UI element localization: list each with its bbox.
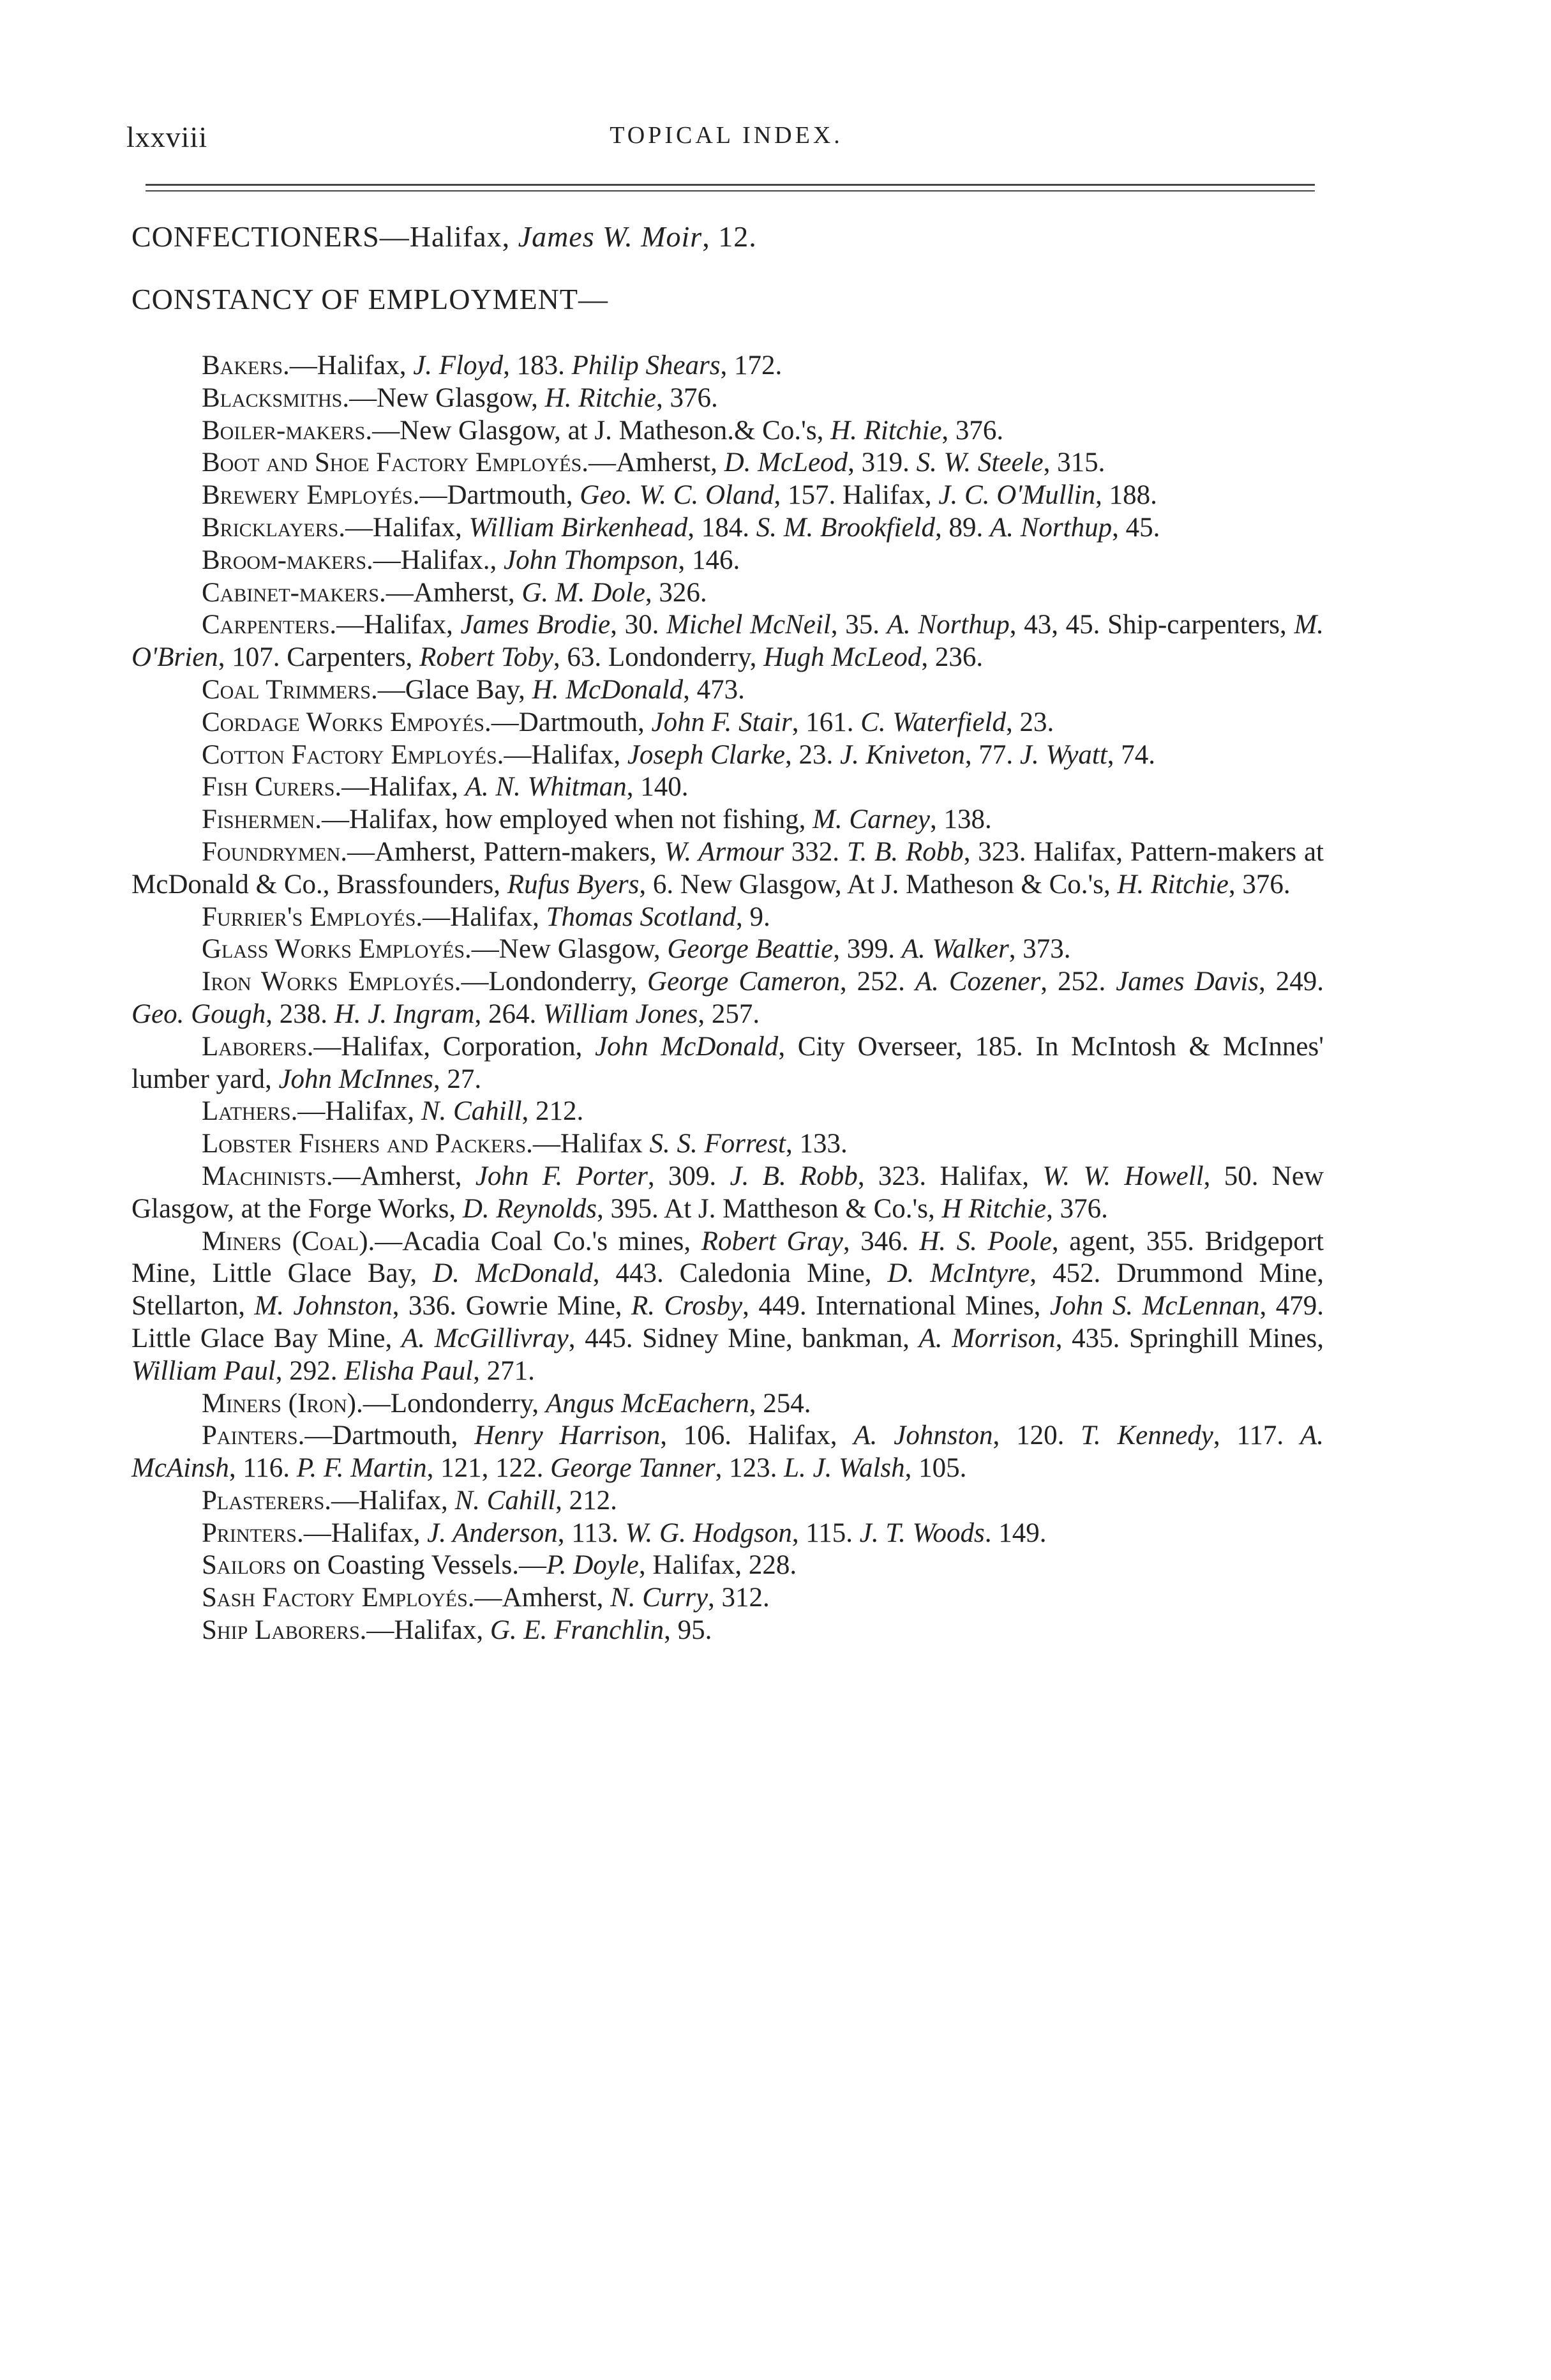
- entry-text: .—Amherst,: [326, 1161, 476, 1191]
- entry-text: .—Halifax,: [324, 1485, 455, 1516]
- entry-reference: , 452. Drummond Mine, Stellarton,: [131, 1258, 1324, 1322]
- witness-name: M. O'Brien: [131, 610, 1324, 673]
- witness-name: George Cameron: [647, 967, 840, 997]
- index-entry: [131, 1128, 1324, 1161]
- entry-reference: . 149.: [984, 1518, 1047, 1548]
- entry-label: Cotton Factory Employés: [202, 739, 497, 770]
- entry-text: .—Halifax,: [290, 1096, 421, 1127]
- entry-reference: , 27.: [433, 1064, 482, 1094]
- entry-label: Sash Factory Employés: [202, 1583, 468, 1613]
- entry-text: .—Dartmouth,: [412, 480, 580, 511]
- witness-name: S. W. Steele: [916, 448, 1044, 478]
- entry-label: Cabinet-makers: [202, 577, 380, 608]
- index-entry: [131, 1161, 1324, 1226]
- witness-name: J. C. O'Mullin: [938, 480, 1096, 511]
- entry-text: .—Amherst,: [581, 448, 724, 478]
- entry-reference: , 138.: [930, 804, 992, 835]
- page-number: lxxviii: [126, 121, 208, 153]
- entry-label: Plasterers: [202, 1485, 325, 1516]
- entry-text: .—Dartmouth,: [297, 1420, 475, 1451]
- witness-name: H. Ritchie: [544, 382, 656, 413]
- entry-reference: , 157. Halifax,: [774, 480, 939, 511]
- entry-reference: , City Overseer, 185. In McIntosh & McInnes' lumber yard,: [131, 1031, 1324, 1094]
- entry-reference: , 309.: [647, 1161, 730, 1191]
- entry-label: Brewery Employés: [202, 480, 413, 511]
- index-entry: [131, 609, 1324, 674]
- entry-text: .—Halifax,: [329, 610, 461, 640]
- entry-reference: , 473.: [683, 674, 745, 705]
- index-entries: [131, 350, 1324, 1647]
- witness-name: H. Ritchie: [830, 415, 942, 446]
- entry-reference: , 292.: [275, 1355, 345, 1386]
- witness-name: John McDonald: [595, 1031, 779, 1062]
- entry-reference: , 376.: [941, 415, 1004, 446]
- witness-name: H. S. Poole: [919, 1226, 1052, 1256]
- entry-reference: , 312.: [708, 1583, 770, 1613]
- index-entry: [131, 836, 1324, 901]
- witness-name: Michel McNeil: [666, 610, 831, 640]
- witness-name: Hugh McLeod: [763, 642, 922, 673]
- index-entry: [131, 512, 1324, 545]
- index-entry: [131, 966, 1324, 1031]
- entry-reference: , 346.: [843, 1226, 920, 1256]
- witness-name: William Jones: [543, 998, 698, 1029]
- entry-text: on Coasting Vessels.—: [286, 1550, 546, 1581]
- index-entry: [131, 901, 1324, 934]
- entry-reference: , 323. Halifax,: [857, 1161, 1043, 1191]
- witness-name: J. Wyatt: [1019, 739, 1107, 770]
- entry-reference: , 212.: [555, 1485, 617, 1516]
- entry-reference: , 376.: [1046, 1193, 1108, 1224]
- entry-reference: , 323. Halifax, Pattern-makers at McDonald & Co., Brassfounders,: [131, 836, 1324, 900]
- entry-text: .—Londonderry,: [454, 967, 647, 997]
- index-entry: [131, 1549, 1324, 1582]
- witness-name: N. Curry: [610, 1583, 708, 1613]
- witness-name: Rufus Byers: [507, 869, 640, 900]
- entry-label: Fish Curers: [202, 772, 335, 802]
- entry-reference: , 319.: [848, 448, 917, 478]
- witness-name: A. Morrison: [918, 1323, 1056, 1353]
- index-entry: [131, 1226, 1324, 1388]
- witness-name: W. Armour: [664, 836, 784, 867]
- entry-reference: 332.: [783, 836, 847, 867]
- entry-reference: , 252.: [1040, 967, 1116, 997]
- witness-name: W. G. Hodgson: [625, 1518, 792, 1548]
- entry-reference: , 123.: [715, 1453, 784, 1484]
- entry-reference: , 106. Halifax,: [660, 1420, 854, 1451]
- witness-name: A. Walker: [901, 934, 1009, 965]
- witness-name: T. B. Robb: [846, 836, 964, 867]
- entry-reference: , 183.: [503, 350, 572, 380]
- entry-reference: , 77.: [964, 739, 1020, 770]
- index-entry: [131, 739, 1324, 772]
- entry-text: .—Halifax, how employed when not fishing,: [315, 804, 813, 835]
- index-entry: [131, 577, 1324, 610]
- entry-reference: , 89.: [934, 512, 990, 543]
- running-title: TOPICAL INDEX.: [610, 122, 843, 149]
- entry-reference: , 443. Caledonia Mine,: [592, 1258, 888, 1289]
- index-entry: [131, 1388, 1324, 1420]
- entry-reference: , 116.: [229, 1453, 297, 1484]
- heading-names: James W. Moir: [518, 220, 703, 253]
- entry-label: Carpenters: [202, 610, 330, 640]
- entry-label: Blacksmiths: [202, 382, 343, 413]
- entry-reference: , 9.: [736, 901, 770, 932]
- entry-text: .—Halifax, Corporation,: [306, 1031, 596, 1062]
- entry-text: .—Amherst,: [379, 577, 522, 608]
- heading-page: , 12.: [702, 220, 757, 253]
- entry-text: .—Amherst, Pattern-makers,: [340, 836, 664, 867]
- entry-reference: , 35.: [830, 610, 887, 640]
- entry-label: Printers: [202, 1518, 297, 1548]
- entry-reference: , 117.: [1213, 1420, 1300, 1451]
- entry-label: Lobster Fishers and Packers: [202, 1129, 527, 1159]
- index-entry: [131, 479, 1324, 512]
- entry-label: Machinists: [202, 1161, 326, 1191]
- witness-name: M. Carney: [813, 804, 931, 835]
- entry-label: Coal Trimmers: [202, 674, 371, 705]
- index-entry: [131, 350, 1324, 382]
- entry-reference: , 449. International Mines,: [742, 1291, 1050, 1322]
- entry-reference: , 107. Carpenters,: [218, 642, 420, 673]
- entry-reference: , 376.: [656, 382, 718, 413]
- entry-reference: , 395. At J. Mattheson & Co.'s,: [597, 1193, 942, 1224]
- entry-label: Bricklayers: [202, 512, 339, 543]
- entry-text: .—Halifax,: [296, 1518, 428, 1548]
- witness-name: John Thompson: [503, 545, 678, 575]
- entry-label: Broom-makers: [202, 545, 367, 575]
- entry-text: .—Acadia Coal Co.'s mines,: [368, 1226, 701, 1256]
- witness-name: M. Johnston: [254, 1291, 393, 1322]
- entry-reference: , 257.: [698, 998, 760, 1029]
- witness-name: A. McAinsh: [131, 1420, 1324, 1484]
- index-entry: [131, 545, 1324, 577]
- entry-reference: , 236.: [921, 642, 984, 673]
- entry-label: Fishermen: [202, 804, 315, 835]
- witness-name: S. S. Forrest: [649, 1129, 786, 1159]
- witness-name: James Brodie: [460, 610, 611, 640]
- witness-name: Henry Harrison: [474, 1420, 661, 1451]
- index-entry: [131, 382, 1324, 415]
- index-entry: [131, 674, 1324, 707]
- witness-name: James Davis: [1116, 967, 1259, 997]
- entry-reference: , 315.: [1043, 448, 1105, 478]
- witness-name: George Tanner: [550, 1453, 716, 1484]
- witness-name: Angus McEachern: [545, 1388, 749, 1419]
- witness-name: Joseph Clarke: [627, 739, 786, 770]
- witness-name: W. W. Howell: [1042, 1161, 1204, 1191]
- witness-name: R. Crosby: [631, 1291, 743, 1322]
- entry-reference: , 373.: [1008, 934, 1071, 965]
- entry-label: Bakers: [202, 350, 283, 380]
- witness-name: L. J. Walsh: [784, 1453, 905, 1484]
- witness-name: H. McDonald: [532, 674, 684, 705]
- entry-reference: , 238.: [266, 998, 334, 1029]
- entry-reference: , 115.: [791, 1518, 860, 1548]
- index-entry: [131, 1518, 1324, 1550]
- entry-text: .—Halifax,: [334, 772, 465, 802]
- witness-name: J. Kniveton: [840, 739, 965, 770]
- entry-label: Sailors: [202, 1550, 287, 1581]
- witness-name: A. Northup: [887, 610, 1010, 640]
- entry-reference: , 23.: [785, 739, 841, 770]
- entry-reference: , 172.: [720, 350, 783, 380]
- entry-reference: , 479. Little Glace Bay Mine,: [131, 1291, 1324, 1353]
- entry-text: .—New Glasgow, at J. Matheson.& Co.'s,: [365, 415, 831, 446]
- witness-name: H. Ritchie: [1117, 869, 1229, 900]
- entry-reference: , 140.: [626, 772, 689, 802]
- entry-reference: , 23.: [1005, 707, 1054, 737]
- entry-reference: , 445. Sidney Mine, bankman,: [568, 1323, 919, 1353]
- witness-name: H. J. Ingram: [334, 998, 475, 1029]
- header-rule-thin: [146, 190, 1315, 192]
- witness-name: Robert Toby: [419, 642, 553, 673]
- index-entry: [131, 804, 1324, 836]
- witness-name: D. McLeod: [724, 448, 848, 478]
- witness-name: N. Cahill: [454, 1485, 556, 1516]
- entry-reference: , 271.: [473, 1355, 535, 1386]
- index-entry: [131, 1096, 1324, 1128]
- index-entry: [131, 415, 1324, 448]
- entry-reference: , 188.: [1095, 480, 1157, 511]
- witness-name: A. Cozener: [915, 967, 1041, 997]
- witness-name: John McInnes: [278, 1064, 433, 1094]
- witness-name: J. Anderson: [427, 1518, 558, 1548]
- witness-name: William Paul: [131, 1355, 276, 1386]
- entry-label: Miners (Coal): [202, 1226, 368, 1256]
- index-entry: [131, 707, 1324, 739]
- witness-name: Geo. W. C. Oland: [580, 480, 774, 511]
- entry-text: .—New Glasgow,: [465, 934, 668, 965]
- entry-reference: , 161.: [791, 707, 861, 737]
- entry-reference: , 113.: [557, 1518, 626, 1548]
- header-rule: [146, 184, 1315, 186]
- entry-reference: , 95.: [664, 1615, 712, 1646]
- entry-text: .—Halifax.,: [366, 545, 504, 575]
- entry-text: .—Halifax,: [338, 512, 469, 543]
- entry-reference: , 120.: [993, 1420, 1081, 1451]
- entry-reference: , 74.: [1107, 739, 1156, 770]
- entry-label: Cordage Works Empoyés: [202, 707, 484, 737]
- witness-name: P. F. Martin: [296, 1453, 427, 1484]
- witness-name: J. Floyd: [413, 350, 504, 380]
- index-entry: [131, 1615, 1324, 1647]
- witness-name: George Beattie: [667, 934, 834, 965]
- entry-reference: , 30.: [610, 610, 667, 640]
- page-header: [126, 120, 1326, 158]
- entry-text: .—New Glasgow,: [342, 382, 545, 413]
- entry-reference: , 212.: [521, 1096, 584, 1127]
- entry-text: .—Halifax,: [497, 739, 627, 770]
- entry-label: Painters: [202, 1420, 298, 1451]
- entry-label: Furrier's Employés: [202, 901, 416, 932]
- witness-name: D. Reynolds: [462, 1193, 597, 1224]
- witness-name: G. E. Franchlin: [490, 1615, 664, 1646]
- index-entry: [131, 1582, 1324, 1615]
- entry-label: Laborers: [202, 1031, 307, 1062]
- entry-text: .—Londonderry,: [356, 1388, 546, 1419]
- entry-reference: , 45.: [1112, 512, 1160, 543]
- witness-name: D. McDonald: [433, 1258, 593, 1289]
- index-entry: [131, 1031, 1324, 1096]
- witness-name: A. N. Whitman: [465, 772, 627, 802]
- entry-reference: , 146.: [678, 545, 740, 575]
- index-entry: [131, 1485, 1324, 1518]
- entry-label: Boiler-makers: [202, 415, 366, 446]
- entry-reference: , 376.: [1228, 869, 1291, 900]
- entry-reference: , Halifax, 228.: [638, 1550, 797, 1581]
- index-entry: [131, 771, 1324, 804]
- entry-reference: , 6. New Glasgow, At J. Matheson & Co.'s,: [639, 869, 1118, 900]
- entry-text: .—Glace Bay,: [370, 674, 532, 705]
- entry-reference: , 336. Gowrie Mine,: [392, 1291, 631, 1322]
- entry-reference: , 105.: [904, 1453, 967, 1484]
- witness-name: A. Northup: [989, 512, 1113, 543]
- index-entry: [131, 447, 1324, 479]
- witness-name: John F. Porter: [475, 1161, 648, 1191]
- entry-reference: , 326.: [645, 577, 707, 608]
- entry-reference: , 249.: [1259, 967, 1324, 997]
- witness-name: A. Johnston: [853, 1420, 993, 1451]
- witness-name: P. Doyle: [546, 1550, 639, 1581]
- index-heading-constancy: CONSTANCY OF EMPLOYMENT—: [131, 283, 608, 315]
- entry-text: .—Dartmouth,: [484, 707, 652, 737]
- entry-reference: , 63. Londonderry,: [553, 642, 764, 673]
- witness-name: J. B. Robb: [730, 1161, 858, 1191]
- entry-reference: , agent, 355. Bridgeport Mine, Little Glace Bay,: [131, 1226, 1324, 1289]
- witness-name: Philip Shears: [571, 350, 721, 380]
- witness-name: John S. McLennan: [1049, 1291, 1260, 1322]
- heading-text: —Halifax,: [379, 220, 518, 253]
- entry-reference: , 435. Springhill Mines,: [1055, 1323, 1324, 1353]
- witness-name: N. Cahill: [421, 1096, 522, 1127]
- entry-reference: , 184.: [687, 512, 756, 543]
- index-entry: [131, 933, 1324, 966]
- entry-reference: , 50. New Glasgow, at the Forge Works,: [131, 1161, 1324, 1224]
- entry-text: .—Halifax: [526, 1129, 650, 1159]
- witness-name: William Birkenhead: [468, 512, 688, 543]
- entry-label: Lathers: [202, 1096, 291, 1127]
- entry-label: Boot and Shoe Factory Employés: [202, 448, 582, 478]
- entry-text: .—Halifax,: [416, 901, 546, 932]
- entry-reference: , 43, 45. Ship-carpenters,: [1009, 610, 1294, 640]
- entry-label: Glass Works Employés: [202, 934, 465, 965]
- witness-name: Thomas Scotland: [546, 901, 737, 932]
- entry-text: .—Halifax,: [359, 1615, 490, 1646]
- entry-reference: , 252.: [839, 967, 915, 997]
- index-heading-confectioners: [131, 220, 757, 253]
- entry-reference: , 121, 122.: [426, 1453, 551, 1484]
- witness-name: T. Kennedy: [1081, 1420, 1213, 1451]
- index-entry: [131, 1420, 1324, 1485]
- entry-label: Ship Laborers: [202, 1615, 360, 1646]
- entry-text: .—Halifax,: [283, 350, 414, 380]
- entry-reference: , 399.: [833, 934, 902, 965]
- witness-name: Geo. Gough: [131, 998, 266, 1029]
- witness-name: J. T. Woods: [859, 1518, 985, 1548]
- witness-name: Elisha Paul: [344, 1355, 474, 1386]
- witness-name: C. Waterfield: [860, 707, 1006, 737]
- entry-label: Foundrymen: [202, 836, 341, 867]
- entry-reference: , 264.: [474, 998, 543, 1029]
- witness-name: G. M. Dole: [521, 577, 645, 608]
- entry-label: Iron Works Employés: [202, 967, 454, 997]
- witness-name: H Ritchie: [941, 1193, 1047, 1224]
- entry-reference: , 133.: [785, 1129, 848, 1159]
- heading-label: CONFECTIONERS: [131, 220, 380, 253]
- entry-reference: , 254.: [749, 1388, 811, 1419]
- witness-name: S. M. Brookfield: [756, 512, 935, 543]
- witness-name: John F. Stair: [651, 707, 792, 737]
- witness-name: A. McGillivray: [401, 1323, 569, 1353]
- entry-text: .—Amherst,: [467, 1583, 611, 1613]
- entry-label: Miners (Iron): [202, 1388, 356, 1419]
- witness-name: D. McIntyre: [887, 1258, 1030, 1289]
- witness-name: Robert Gray: [701, 1226, 843, 1256]
